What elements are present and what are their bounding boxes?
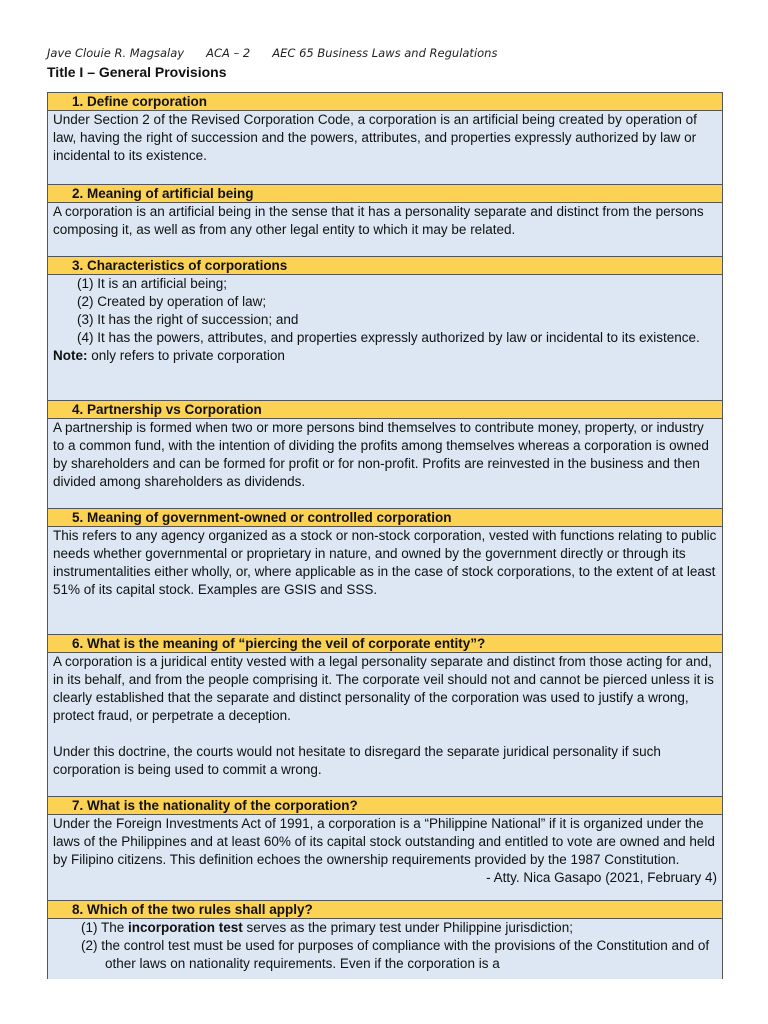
section-4-body bbox=[48, 419, 722, 509]
citation: - Atty. Nica Gasapo (2021, February 4) bbox=[486, 870, 717, 885]
section-6-text-1: A corporation is a juridical entity vested with a legal personality separate and distinct from those acting for and, in its behalf, and from the people comprising it. The corporate veil should not and cannot be pierced unless it is clearly established that the separate and distinct personality of the corporation was used to justify a wrong, protect fraud, or perpetrate a deception. bbox=[53, 654, 714, 723]
section-1-text: Under Section 2 of the Revised Corporation Code, a corporation is an artificial being created by operation of law, having the right of succession and the powers, attributes, and properties expressly authorized by law or incidental to its existence. bbox=[53, 112, 697, 163]
note-label: Note: bbox=[53, 348, 88, 363]
page-title: Title I – General Provisions bbox=[47, 64, 227, 80]
section-1-body bbox=[48, 111, 722, 185]
section-7-body bbox=[48, 815, 722, 901]
section-3-heading: 3. Characteristics of corporations bbox=[48, 257, 722, 275]
author-name: Jave Clouie R. Magsalay bbox=[47, 46, 185, 60]
list-item: (2) the control test must be used for purposes of compliance with the provisions of the Constitution and of other laws on nationality requirements. Even if the corporation is a bbox=[81, 938, 710, 971]
section-5-text: This refers to any agency organized as a stock or non-stock corporation, vested with functions relating to public needs whether governmental or proprietary in nature, and owned by the government directly or through its instrumentalities either wholly, or, where applicable as in the case of stock corporations, to the extent of at least 51% of its capital stock. Examples are GSIS and SSS. bbox=[53, 528, 717, 597]
section-2-body bbox=[48, 203, 722, 257]
characteristics-list bbox=[53, 275, 717, 347]
list-item: (1) It is an artificial being; bbox=[77, 276, 228, 291]
section-8-body bbox=[48, 919, 722, 979]
section-7-text bbox=[53, 815, 717, 885]
list-item: (3) It has the right of succession; and bbox=[77, 312, 299, 327]
list-item: (2) Created by operation of law; bbox=[77, 294, 267, 309]
rules-list bbox=[53, 919, 717, 973]
section-6-text-2: Under this doctrine, the courts would not hesitate to disregard the separate juridical personality if such corporation is being used to commit a wrong. bbox=[53, 744, 661, 777]
section-2-text: A corporation is an artificial being in the sense that it has a personality separate and distinct from the persons composing it, as well as from any other legal entity to which it may be related. bbox=[53, 204, 704, 237]
section-7-heading: 7. What is the nationality of the corporation? bbox=[48, 797, 722, 815]
section-6-body bbox=[48, 653, 722, 797]
section-4-text: A partnership is formed when two or more persons bind themselves to contribute money, property, or industry to a common fund, with the intention of dividing the profits among themselves whereas a corporation is owned by shareholders and can be formed for profit or for non-profit. Profits are reinvested in the business and then divided among shareholders as dividends. bbox=[53, 420, 709, 489]
rule-1-text: serves as the primary test under Philippine jurisdiction; bbox=[242, 920, 573, 935]
class-section: ACA – 2 bbox=[206, 46, 251, 60]
list-item bbox=[53, 919, 717, 937]
list-item: (4) It has the powers, attributes, and properties expressly authorized by law or incidental to its existence. bbox=[77, 330, 700, 345]
note-text: only refers to private corporation bbox=[87, 348, 285, 363]
section-1-heading: 1. Define corporation bbox=[48, 93, 722, 111]
rule-1-term: incorporation test bbox=[128, 920, 243, 935]
section-5-heading: 5. Meaning of government-owned or controlled corporation bbox=[48, 509, 722, 527]
section-2-heading: 2. Meaning of artificial being bbox=[48, 185, 722, 203]
section-3-body bbox=[48, 275, 722, 401]
note-line bbox=[53, 347, 717, 365]
section-8-heading: 8. Which of the two rules shall apply? bbox=[48, 901, 722, 919]
document-header bbox=[47, 46, 519, 60]
course-title: AEC 65 Business Laws and Regulations bbox=[272, 46, 498, 60]
rule-1-prefix: (1) The bbox=[81, 920, 129, 935]
section-4-heading: 4. Partnership vs Corporation bbox=[48, 401, 722, 419]
section-6-heading: 6. What is the meaning of “piercing the veil of corporate entity”? bbox=[48, 635, 722, 653]
section-5-body bbox=[48, 527, 722, 635]
section-7-paragraph: Under the Foreign Investments Act of 1991, a corporation is a “Philippine National” if it is organized under the laws of the Philippines and at least 60% of its capital stock outstanding and entitled to vote are owned and held by Filipino citizens. This definition echoes the ownership requirements provided by the 1987 Constitution. bbox=[53, 816, 715, 867]
provisions-table bbox=[47, 92, 723, 979]
